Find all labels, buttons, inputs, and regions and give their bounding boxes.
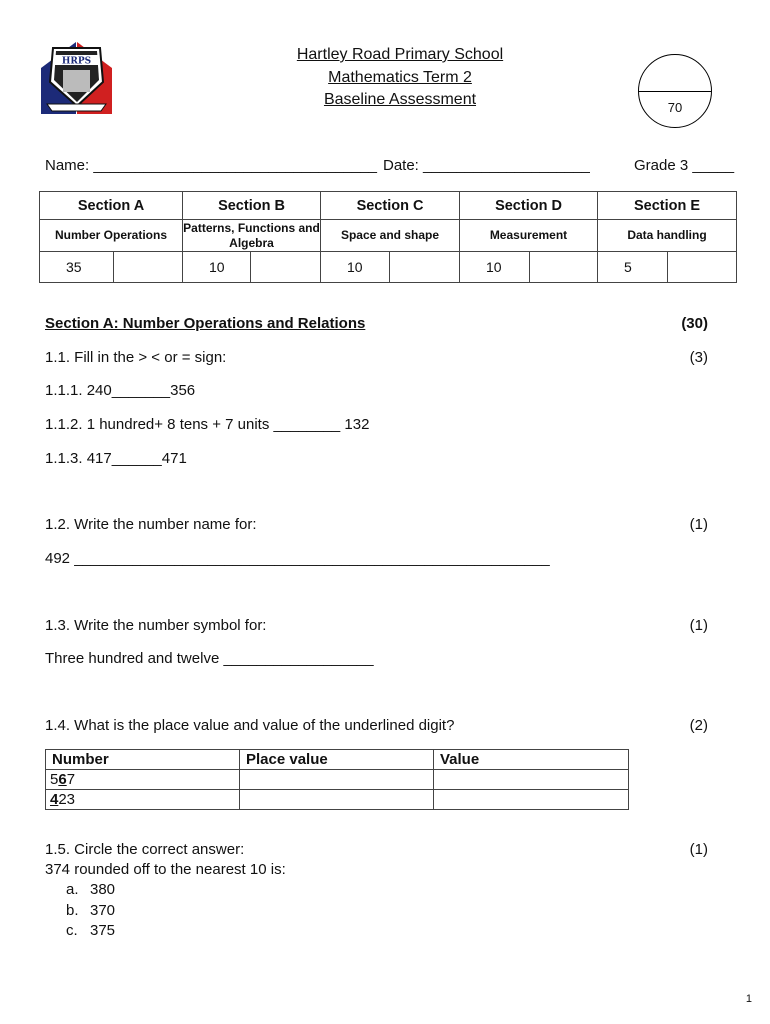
date-field[interactable]: Date: ____________________ — [383, 157, 590, 174]
page-number: 1 — [745, 993, 752, 1005]
section-c-total-marks: 10 — [321, 252, 390, 283]
question-1-3: 1.3. Write the number symbol for: — [45, 617, 267, 634]
header-value: Value — [434, 750, 629, 770]
question-1-1-1[interactable]: 1.1.1. 240_______356 — [45, 382, 196, 399]
section-c-subtitle: Space and shape — [321, 220, 460, 252]
section-a-marks: (30) — [681, 315, 708, 332]
question-1-3-marks: (1) — [689, 617, 708, 634]
question-1-3-answer-line[interactable]: Three hundred and twelve __________________ — [45, 650, 374, 667]
option-c[interactable] — [66, 922, 115, 939]
name-field[interactable]: Name: __________________________________ — [45, 157, 377, 174]
question-1-1-2[interactable]: 1.1.2. 1 hundred+ 8 tens + 7 units ________ 132 — [45, 416, 370, 433]
option-c-letter: c. — [66, 922, 78, 939]
score-divider — [639, 91, 711, 92]
score-circle — [638, 54, 712, 128]
subject-term: Mathematics Term 2 — [328, 68, 472, 86]
section-d-subtitle: Measurement — [460, 220, 598, 252]
section-b-title: Section B — [183, 192, 321, 220]
section-e-score-cell[interactable] — [668, 252, 737, 283]
number-suffix: 23 — [58, 790, 76, 808]
question-1-4-marks: (2) — [689, 717, 708, 734]
number-suffix: 7 — [66, 770, 76, 788]
table-row — [46, 770, 629, 790]
section-b-total-marks: 10 — [183, 252, 251, 283]
section-b-subtitle: Patterns, Functions and Algebra — [183, 220, 320, 250]
option-a-letter: a. — [66, 881, 79, 898]
logo-text: HRPS — [61, 56, 92, 67]
underlined-digit: 4 — [50, 790, 59, 808]
question-1-2-marks: (1) — [689, 516, 708, 533]
section-d-title: Section D — [460, 192, 598, 220]
question-1-1: 1.1. Fill in the > < or = sign: — [45, 349, 227, 366]
question-1-1-3[interactable]: 1.1.3. 417______471 — [45, 450, 187, 467]
table-row — [46, 790, 629, 810]
option-b-letter: b. — [66, 902, 79, 919]
option-a[interactable] — [66, 881, 115, 898]
header-place-value: Place value — [240, 750, 434, 770]
sections-marks-table — [39, 191, 737, 283]
section-a-subtitle: Number Operations — [40, 220, 183, 252]
question-1-5-marks: (1) — [689, 841, 708, 858]
section-a-heading: Section A: Number Operations and Relations — [45, 315, 366, 332]
number-prefix: 5 — [50, 770, 59, 788]
score-total: 70 — [667, 100, 683, 115]
place-value-answer-cell[interactable] — [240, 790, 434, 810]
question-1-2-answer-line[interactable]: 492 _________________________________________________________ — [45, 550, 550, 567]
section-d-score-cell[interactable] — [530, 252, 598, 283]
place-value-table — [45, 749, 629, 810]
value-answer-cell[interactable] — [434, 790, 629, 810]
option-b[interactable] — [66, 902, 115, 919]
grade-field[interactable]: Grade 3 _____ — [634, 157, 735, 174]
section-a-score-cell[interactable] — [114, 252, 183, 283]
school-name: Hartley Road Primary School — [296, 46, 504, 63]
section-b-score-cell[interactable] — [251, 252, 321, 283]
section-e-total-marks: 5 — [598, 252, 668, 283]
section-c-score-cell[interactable] — [390, 252, 460, 283]
question-1-4: 1.4. What is the place value and value of the underlined digit? — [45, 717, 455, 734]
option-c-value: 375 — [90, 922, 116, 939]
section-a-title: Section A — [40, 192, 183, 220]
document-header — [200, 44, 600, 112]
header-number: Number — [46, 750, 240, 770]
section-c-title: Section C — [321, 192, 460, 220]
school-logo — [41, 42, 112, 114]
number-cell — [46, 770, 240, 790]
question-1-5: 1.5. Circle the correct answer: — [45, 841, 245, 858]
section-a-total-marks: 35 — [40, 252, 114, 283]
section-e-subtitle: Data handling — [598, 220, 737, 252]
question-1-1-marks: (3) — [689, 349, 708, 366]
section-d-total-marks: 10 — [460, 252, 530, 283]
option-a-value: 380 — [90, 881, 116, 898]
number-cell — [46, 790, 240, 810]
place-value-answer-cell[interactable] — [240, 770, 434, 790]
option-b-value: 370 — [90, 902, 116, 919]
question-1-2: 1.2. Write the number name for: — [45, 516, 257, 533]
underlined-digit: 6 — [58, 770, 67, 788]
section-e-title: Section E — [598, 192, 737, 220]
value-answer-cell[interactable] — [434, 770, 629, 790]
assessment-title: Baseline Assessment — [323, 91, 477, 108]
question-1-5-prompt: 374 rounded off to the nearest 10 is: — [45, 861, 286, 878]
